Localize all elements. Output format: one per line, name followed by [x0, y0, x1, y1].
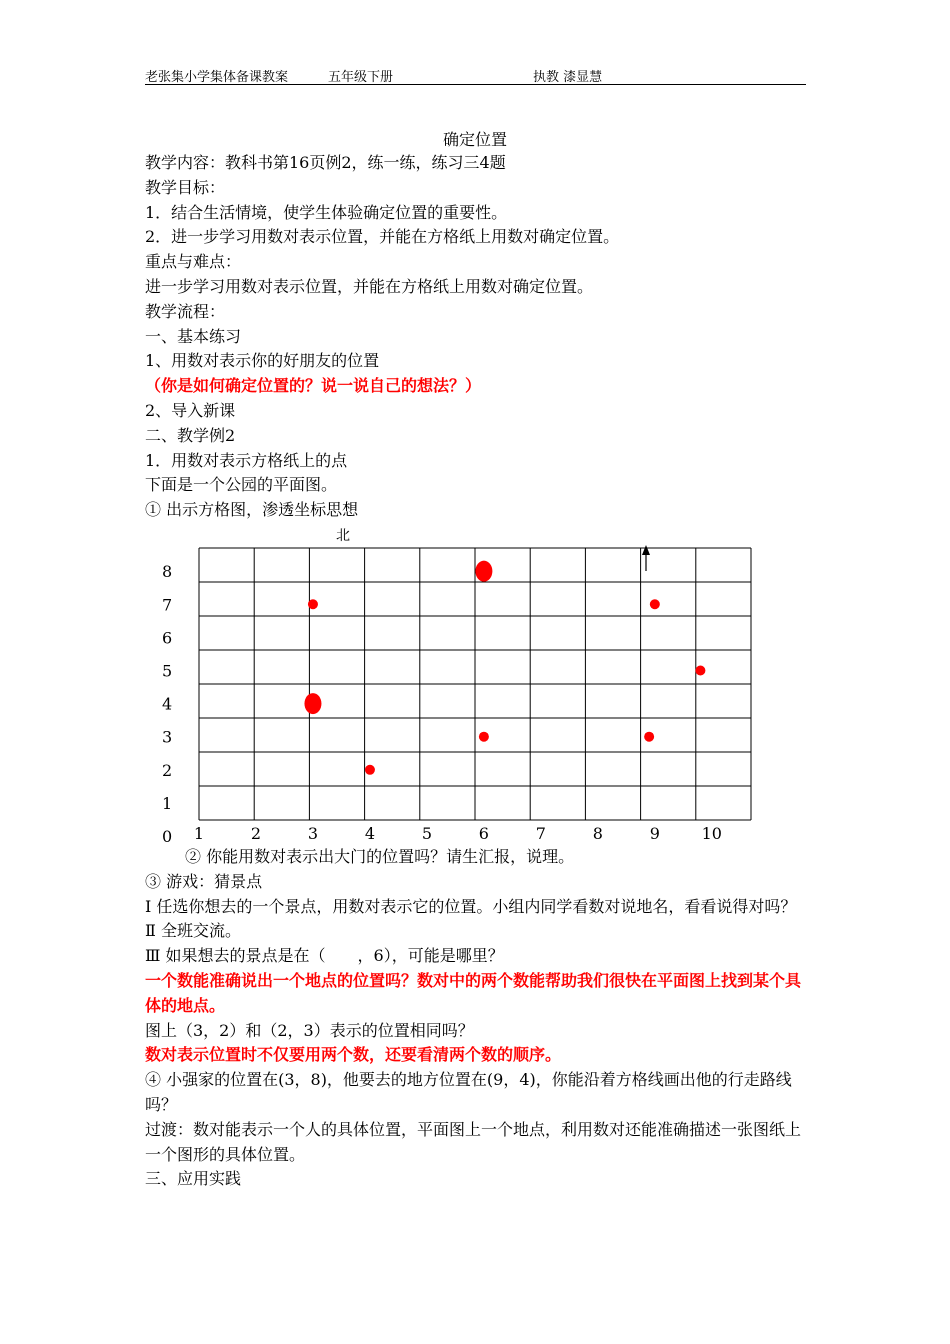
game-step-3: Ⅲ 如果想去的景点是在（ ，6），可能是哪里？ [145, 946, 504, 966]
y-tick-label: 1 [162, 793, 173, 813]
x-tick-label: 2 [250, 824, 262, 843]
page-header [145, 64, 806, 85]
objective-2: 2．进一步学习用数对表示位置，并能在方格纸上用数对确定位置。 [145, 227, 620, 247]
page-title: 确定位置 [442, 130, 507, 149]
x-tick-label: 6 [478, 824, 489, 843]
x-axis-ticks [194, 824, 722, 843]
north-arrow-icon [642, 545, 650, 571]
scenic-point [308, 599, 318, 609]
game-step-2: Ⅱ 全班交流。 [145, 921, 241, 941]
north-label: 北 [336, 528, 350, 544]
y-tick-label: 6 [162, 628, 173, 648]
scenic-point [304, 693, 321, 714]
scenic-point [695, 665, 705, 675]
park-intro: 下面是一个公园的平面图。 [145, 475, 338, 495]
x-tick-label: 4 [364, 824, 376, 843]
section-3-heading: 三、应用实践 [145, 1169, 242, 1189]
key-points-heading: 重点与难点： [145, 252, 242, 272]
practice-2: 2、导入新课 [145, 400, 236, 420]
y-tick-label: 5 [162, 661, 173, 681]
scenic-point [365, 765, 375, 775]
scenic-point [475, 561, 492, 582]
objectives-heading: 教学目标： [145, 177, 226, 197]
section-1-heading: 一、基本练习 [145, 326, 242, 346]
x-tick-label: 1 [193, 824, 205, 843]
grid-intro: ① 出示方格图，渗透坐标思想 [145, 500, 359, 520]
process-heading: 教学流程： [145, 301, 226, 321]
scenic-point [650, 599, 660, 609]
x-tick-label: 3 [307, 824, 319, 843]
y-axis-ticks [162, 562, 172, 846]
same-position-question: 图上（3，2）和（2，3）表示的位置相同吗？ [145, 1020, 474, 1040]
x-tick-label: 5 [421, 824, 433, 843]
park-grid-chart [150, 525, 770, 850]
game-step-1: Ⅰ 任选你想去的一个景点，用数对表示它的位置。小组内同学看数对说地名，看看说得对吗？ [145, 896, 797, 916]
header-teacher: 执教 漆显慧 [533, 70, 603, 85]
y-tick-label: 4 [162, 694, 173, 714]
red-prompt-1: （你是如何确定位置的？说一说自己的想法？） [145, 376, 482, 396]
lesson-body [145, 151, 807, 523]
y-tick-label: 8 [162, 562, 173, 582]
grid-lines [199, 548, 751, 820]
grid-svg [150, 525, 770, 850]
lesson-lower [145, 845, 807, 1192]
red-prompt-2: 一个数能准确说出一个地点的位置吗？数对中的两个数能帮助我们很快在平面图上找到某个具体的地点。 [145, 970, 802, 1015]
teaching-content: 教学内容：教科书第16页例2，练一练，练习三4题 [145, 153, 506, 172]
x-tick-label: 10 [701, 824, 722, 843]
red-prompt-3: 数对表示位置时不仅要用两个数，还要看清两个数的顺序。 [145, 1045, 562, 1065]
y-tick-label: 0 [162, 827, 173, 846]
objective-1: 1．结合生活情境，使学生体验确定位置的重要性。 [145, 202, 508, 222]
y-tick-label: 2 [162, 760, 173, 780]
x-tick-label: 8 [592, 824, 603, 843]
header-grade: 五年级下册 [328, 70, 394, 85]
game-heading: ③ 游戏：猜景点 [145, 871, 263, 891]
x-tick-label: 7 [535, 824, 546, 843]
header-school: 老张集小学集体备课教案 [145, 70, 289, 85]
scenic-point [479, 732, 489, 742]
y-tick-label: 3 [162, 727, 173, 747]
practice-1: 1、用数对表示你的好朋友的位置 [145, 351, 380, 371]
x-tick-label: 9 [649, 824, 660, 843]
transition: 过渡：数对能表示一个人的具体位置，平面图上一个地点，利用数对还能准确描述一张图纸上一个图形的具体位置。 [145, 1119, 802, 1164]
key-points: 进一步学习用数对表示位置，并能在方格纸上用数对确定位置。 [145, 276, 594, 296]
section-2-heading: 二、教学例2 [145, 425, 236, 445]
question-4: ④ 小强家的位置在(3，8)，他要去的地方位置在(9，4)，你能沿着方格线画出他的行走路线吗？ [145, 1070, 792, 1114]
y-tick-label: 7 [162, 595, 173, 615]
example-step-1: 1．用数对表示方格纸上的点 [145, 450, 348, 470]
question-2: ② 你能用数对表示出大门的位置吗？请生汇报，说理。 [185, 847, 575, 866]
scenic-point [644, 732, 654, 742]
